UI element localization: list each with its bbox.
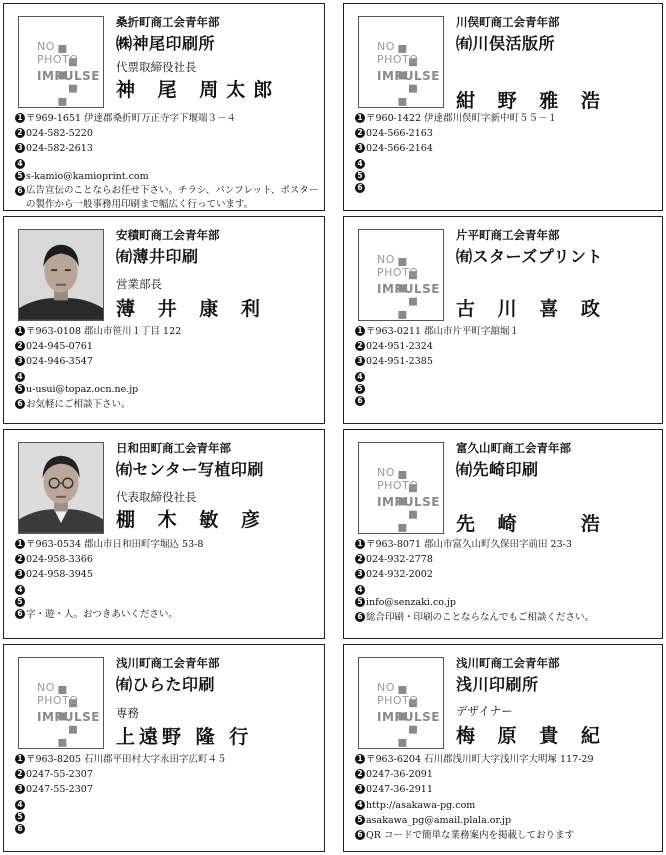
no-photo-brand: IMPULSE [377, 710, 440, 724]
info-address: 1 〒963-0108 郡山市笹川１丁目 122 [15, 324, 320, 339]
number-badge-icon: 5 [355, 171, 365, 181]
number-badge-icon: 5 [355, 815, 365, 825]
info-phone: 2 024-566-2163 [355, 126, 658, 141]
info-phone: 2 0247-36-2091 [355, 767, 658, 782]
number-badge-icon: 3 [355, 143, 365, 153]
info-address: 1 〒963-0534 郡山市日和田町字堀込 53-8 [15, 537, 320, 552]
info-web[interactable]: 4 http://asakawa-pg.com [355, 798, 658, 813]
number-badge-icon: 5 [355, 597, 365, 607]
info-address: 1 〒963-8205 石川郡平田村大字永田字広町４５ [15, 752, 320, 767]
contact-info [15, 111, 320, 211]
business-card-umehara [343, 644, 663, 852]
contact-info [15, 324, 320, 412]
number-badge-icon: 1 [355, 754, 365, 764]
info-phone: 2 0247-55-2307 [15, 767, 320, 782]
info-address: 1 〒969-1651 伊達郡桑折町万正寺字下堰端３－４ [15, 111, 320, 126]
info-email[interactable]: 5 asakawa_pg@amail.plala.or.jp [355, 813, 658, 828]
no-photo-line1: NO [37, 681, 55, 694]
number-badge-icon: 1 [355, 326, 365, 336]
contact-info [355, 537, 658, 625]
business-card-furukawa [343, 216, 663, 424]
number-badge-icon: 2 [15, 128, 25, 138]
number-badge-icon: 5 [15, 812, 25, 822]
number-badge-icon: 3 [355, 784, 365, 794]
number-badge-icon: 1 [15, 113, 25, 123]
number-badge-icon: 1 [15, 754, 25, 764]
business-card-katono [3, 644, 325, 852]
number-badge-icon: 3 [15, 143, 25, 153]
business-card-tanaki [3, 429, 325, 639]
info-address: 1 〒960-1422 伊達郡川俣町字新中町５５－１ [355, 111, 658, 126]
number-badge-icon: 1 [355, 539, 365, 549]
association-name: 浅川町商工会青年部 [456, 656, 560, 670]
number-badge-icon: 5 [15, 597, 25, 607]
no-photo-line1: NO [377, 40, 395, 53]
job-title: 代票取締役社長 [116, 60, 197, 74]
info-fax: 3 024-932-2002 [355, 567, 658, 582]
info-phone: 2 024-932-2778 [355, 552, 658, 567]
info-web [15, 157, 320, 169]
info-email[interactable]: 5 s-kamio@kamioprint.com [15, 169, 320, 184]
no-photo-placeholder [358, 229, 444, 321]
person-portrait-icon [19, 230, 103, 320]
info-fax: 3 024-582-2613 [15, 141, 320, 156]
info-email [15, 595, 320, 607]
number-badge-icon: 5 [15, 171, 25, 181]
no-photo-line2: PHOTO [377, 266, 419, 279]
number-badge-icon: 1 [355, 113, 365, 123]
company-name: 浅川印刷所 [456, 675, 539, 694]
info-phone: 2 024-958-3366 [15, 552, 320, 567]
info-fax: 3 024-951-2385 [355, 354, 658, 369]
info-fax: 3 024-566-2164 [355, 141, 658, 156]
company-name: ㈱神尾印刷所 [116, 34, 216, 53]
number-badge-icon: 3 [355, 356, 365, 366]
info-message: 6 お気軽にご相談下さい。 [15, 397, 320, 412]
no-photo-line2: PHOTO [377, 694, 419, 707]
company-name: ㈲川俣活版所 [456, 34, 556, 53]
info-message: 6 字・遊・人。おつきあいください。 [15, 607, 320, 622]
no-photo-brand: IMPULSE [377, 282, 440, 296]
person-name: 先 崎 浩 [456, 513, 608, 535]
number-badge-icon: 6 [15, 186, 25, 196]
no-photo-placeholder [18, 657, 104, 749]
info-fax: 3 024-958-3945 [15, 567, 320, 582]
number-badge-icon: 6 [15, 399, 25, 409]
number-badge-icon: 2 [15, 341, 25, 351]
info-web [355, 370, 658, 382]
info-web [15, 583, 320, 595]
no-photo-line1: NO [377, 253, 395, 266]
business-card-konno [343, 3, 663, 211]
info-message [15, 822, 320, 834]
portrait-photo [18, 442, 104, 534]
person-name: 薄 井 康 利 [116, 298, 268, 320]
business-card-kamio [3, 3, 325, 211]
info-message [355, 394, 658, 406]
association-name: 片平町商工会青年部 [456, 228, 560, 242]
info-email[interactable]: 5 u-usui@topaz.ocn.ne.jp [15, 382, 320, 397]
number-badge-icon: 6 [15, 609, 25, 619]
number-badge-icon: 6 [355, 396, 365, 406]
info-address: 1 〒963-8071 郡山市富久山町久保田字前田 23-3 [355, 537, 658, 552]
number-badge-icon: 2 [355, 341, 365, 351]
info-fax: 3 024-946-3547 [15, 354, 320, 369]
number-badge-icon: 4 [15, 159, 25, 169]
info-fax: 3 0247-55-2307 [15, 782, 320, 797]
info-message: 6 QR コードで簡単な業務案内を掲載しております [355, 828, 658, 843]
number-badge-icon: 6 [15, 824, 25, 834]
person-name: 古 川 喜 政 [456, 298, 608, 320]
info-message: 6 総合印刷・印刷のことならなんでもご相談ください。 [355, 610, 658, 625]
portrait-photo [18, 229, 104, 321]
no-photo-brand: IMPULSE [377, 495, 440, 509]
company-name: ㈲薄井印刷 [116, 247, 199, 266]
number-badge-icon: 3 [355, 569, 365, 579]
number-badge-icon: 3 [15, 569, 25, 579]
no-photo-brand: IMPULSE [37, 710, 100, 724]
no-photo-line1: NO [377, 466, 395, 479]
info-phone: 2 024-951-2324 [355, 339, 658, 354]
person-portrait-icon [19, 443, 103, 533]
number-badge-icon: 1 [15, 539, 25, 549]
number-badge-icon: 5 [15, 384, 25, 394]
job-title: 専務 [116, 706, 139, 720]
info-phone: 2 024-945-0761 [15, 339, 320, 354]
association-name: 日和田町商工会青年部 [116, 441, 231, 455]
info-web [15, 370, 320, 382]
info-email [355, 382, 658, 394]
job-title: 営業部長 [116, 277, 162, 291]
info-fax: 3 0247-36-2911 [355, 782, 658, 797]
person-name: 梅 原 貴 紀 [456, 725, 608, 747]
person-name: 棚 木 敏 彦 [116, 509, 268, 531]
number-badge-icon: 6 [355, 183, 365, 193]
number-badge-icon: 4 [355, 159, 365, 169]
no-photo-brand: IMPULSE [377, 69, 440, 83]
number-badge-icon: 4 [355, 585, 365, 595]
number-badge-icon: 4 [355, 800, 365, 810]
number-badge-icon: 2 [355, 554, 365, 564]
no-photo-line1: NO [377, 681, 395, 694]
no-photo-brand: IMPULSE [37, 69, 100, 83]
no-photo-placeholder [358, 442, 444, 534]
number-badge-icon: 4 [15, 585, 25, 595]
number-badge-icon: 2 [15, 769, 25, 779]
person-name: 神 尾 周太郎 [116, 79, 281, 101]
person-name: 紺 野 雅 浩 [456, 90, 608, 112]
association-name: 桑折町商工会青年部 [116, 15, 220, 29]
job-title: 代表取締役社長 [116, 490, 197, 504]
number-badge-icon: 6 [355, 612, 365, 622]
business-card-senzaki [343, 429, 663, 639]
info-email [15, 810, 320, 822]
number-badge-icon: 4 [355, 372, 365, 382]
number-badge-icon: 2 [355, 128, 365, 138]
no-photo-placeholder [358, 16, 444, 108]
no-photo-placeholder [18, 16, 104, 108]
info-web [15, 798, 320, 810]
info-email [355, 169, 658, 181]
contact-info [355, 752, 658, 843]
info-message: 6 広告宣伝のことならお任せ下さい。チラシ、パンフレット、ポスターの製作から一般事務用印刷まで幅広く行っています。 [15, 184, 320, 211]
info-email[interactable]: 5 info@senzaki.co.jp [355, 595, 658, 610]
no-photo-line2: PHOTO [377, 53, 419, 66]
business-card-usui [3, 216, 325, 424]
person-name: 上遠野 隆 行 [116, 726, 253, 748]
contact-info [355, 324, 658, 406]
company-name: ㈲スターズプリント [456, 247, 604, 266]
no-photo-placeholder [358, 657, 444, 749]
number-badge-icon: 3 [15, 356, 25, 366]
association-name: 富久山町商工会青年部 [456, 441, 571, 455]
number-badge-icon: 1 [15, 326, 25, 336]
info-web [355, 583, 658, 595]
number-badge-icon: 4 [15, 800, 25, 810]
contact-info [355, 111, 658, 193]
association-name: 川俣町商工会青年部 [456, 15, 560, 29]
info-phone: 2 024-582-5220 [15, 126, 320, 141]
company-name: ㈲先崎印刷 [456, 460, 539, 479]
number-badge-icon: 3 [15, 784, 25, 794]
number-badge-icon: 5 [355, 384, 365, 394]
number-badge-icon: 2 [15, 554, 25, 564]
contact-info [15, 752, 320, 834]
contact-info [15, 537, 320, 622]
association-name: 安積町商工会青年部 [116, 228, 220, 242]
info-web [355, 157, 658, 169]
number-badge-icon: 2 [355, 769, 365, 779]
number-badge-icon: 6 [355, 830, 365, 840]
company-name: ㈲センター写植印刷 [116, 460, 264, 479]
number-badge-icon: 4 [15, 372, 25, 382]
info-address: 1 〒963-6204 石川郡浅川町大字浅川字大明塚 117-29 [355, 752, 658, 767]
no-photo-line2: PHOTO [37, 53, 79, 66]
no-photo-line2: PHOTO [377, 479, 419, 492]
info-message [355, 181, 658, 193]
no-photo-line2: PHOTO [37, 694, 79, 707]
no-photo-line1: NO [37, 40, 55, 53]
association-name: 浅川町商工会青年部 [116, 656, 220, 670]
job-title: デザイナー [456, 704, 513, 718]
info-address: 1 〒963-0211 郡山市片平町字舘堀１ [355, 324, 658, 339]
company-name: ㈲ひらた印刷 [116, 675, 216, 694]
